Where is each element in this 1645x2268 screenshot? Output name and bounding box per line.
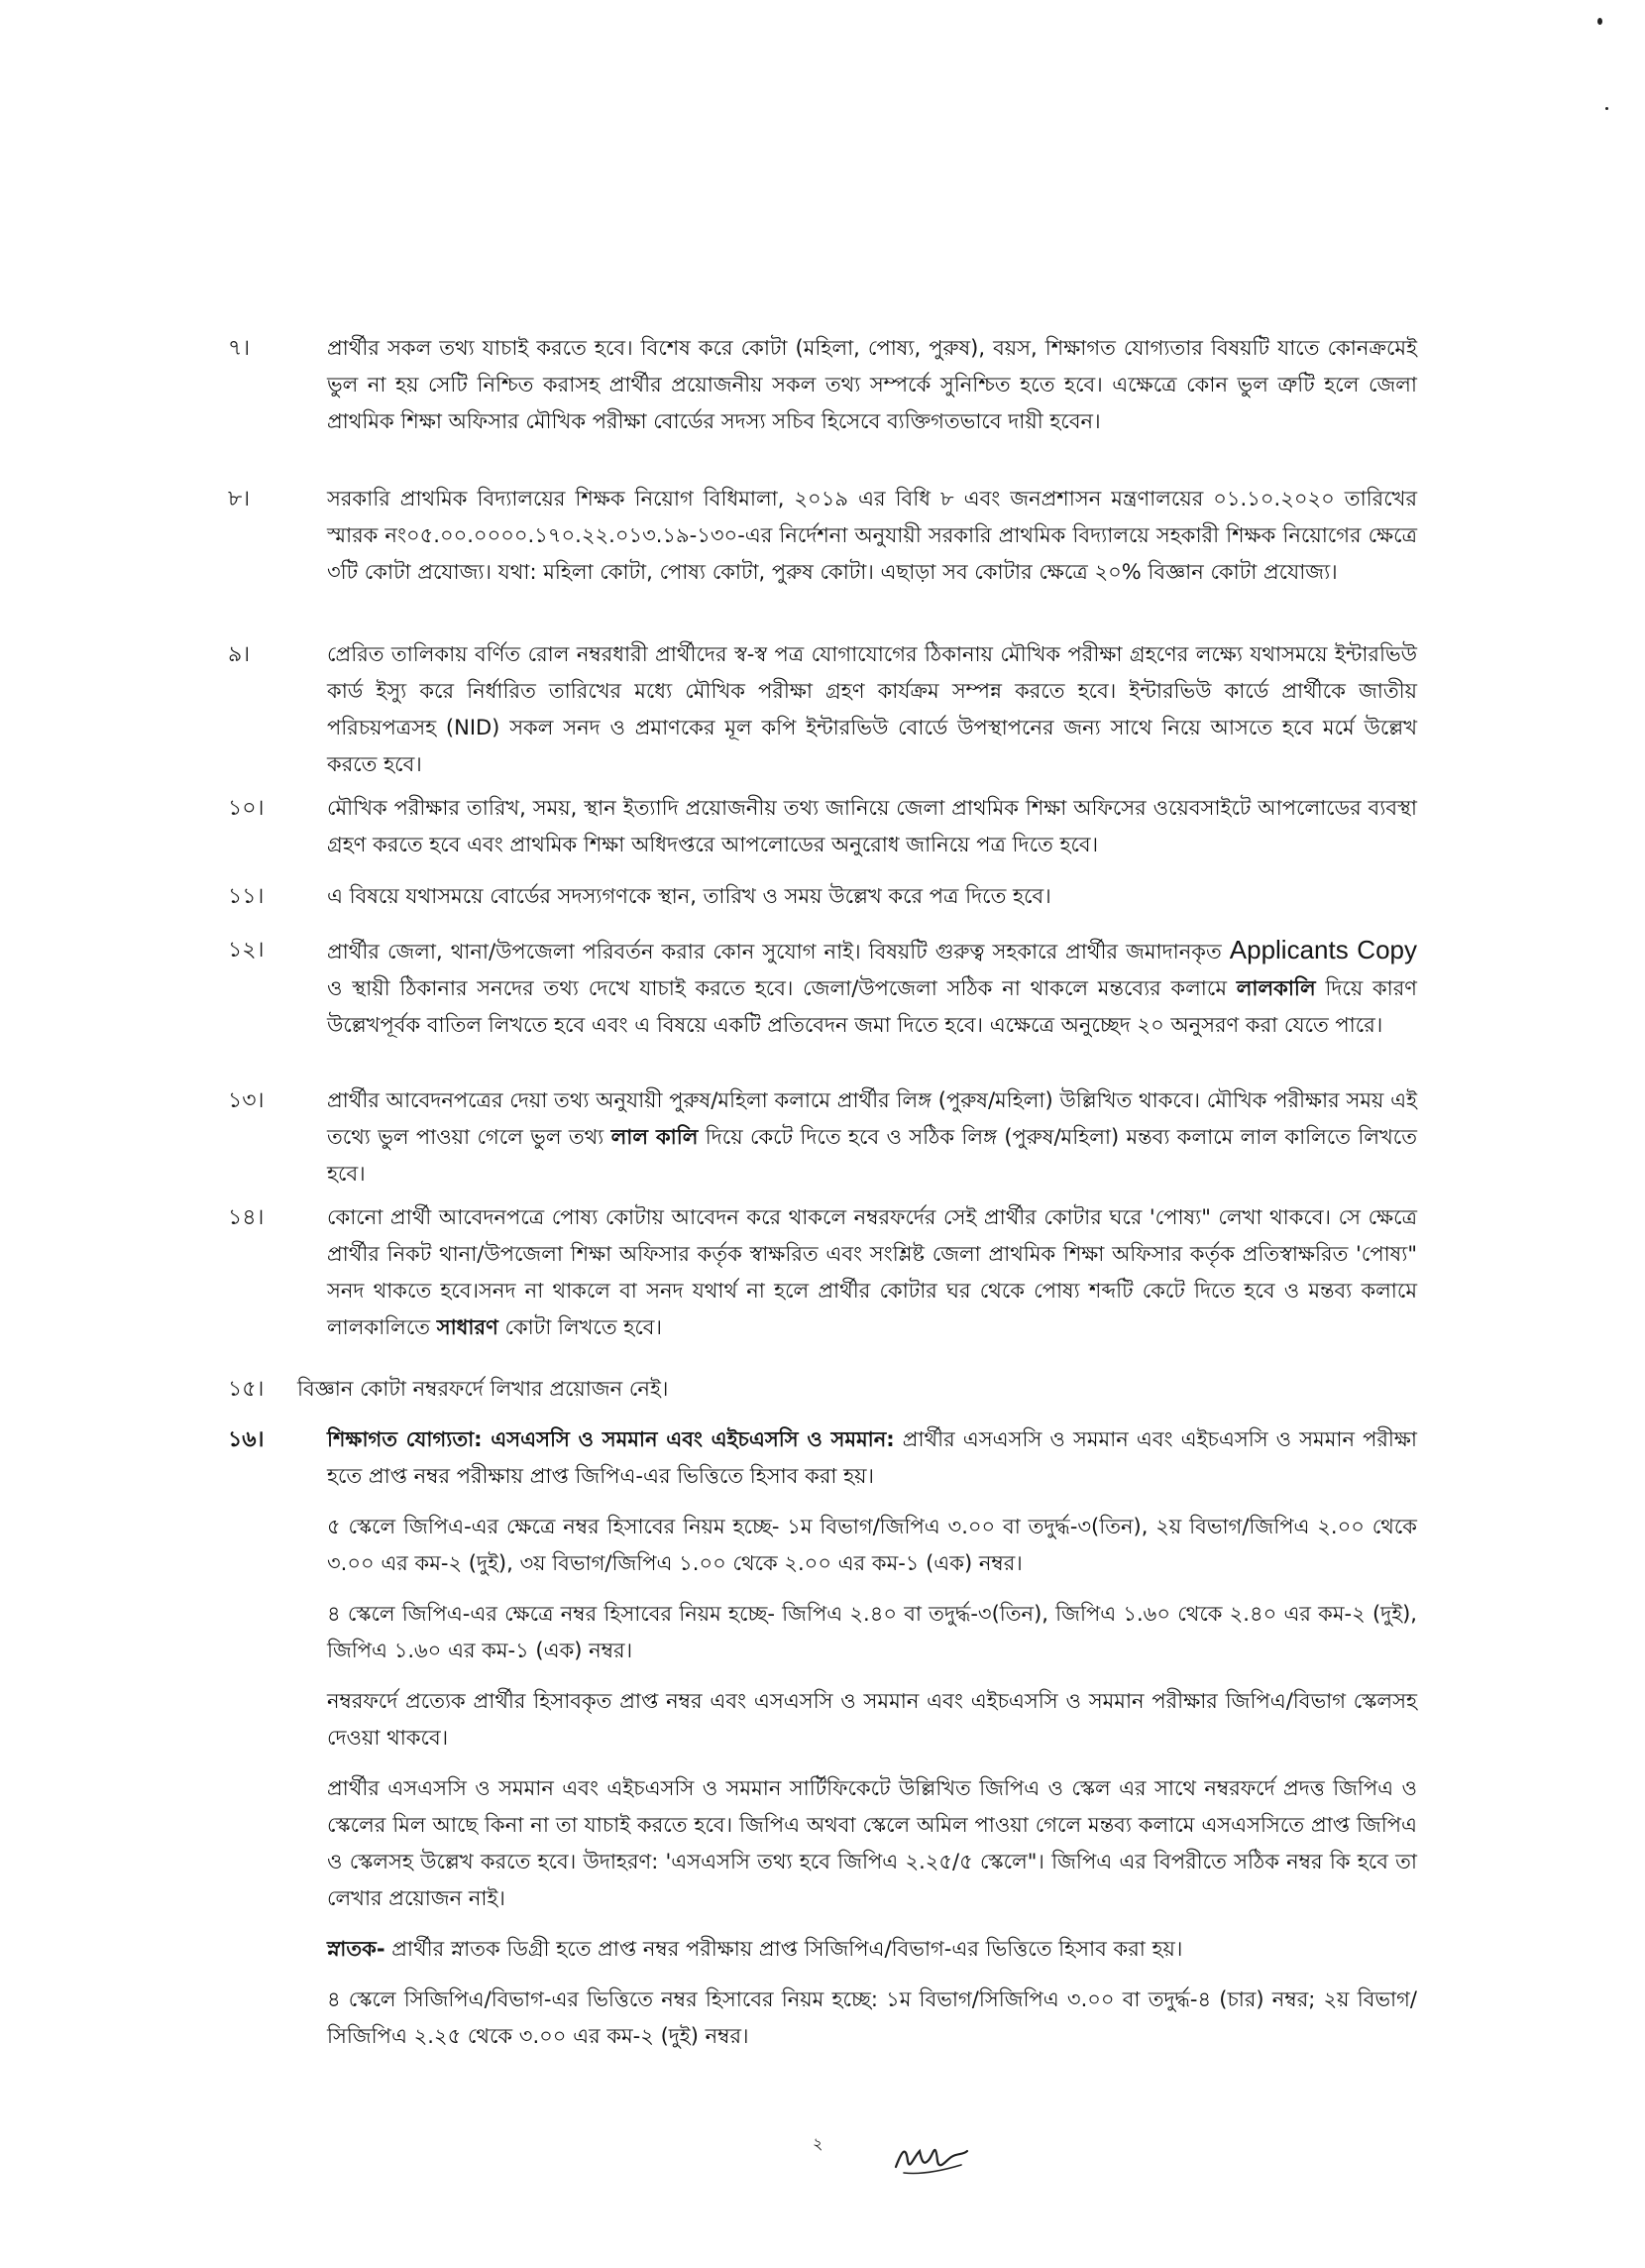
paragraph	[327, 1683, 1417, 1757]
paragraph	[327, 1931, 1417, 1968]
text-run: কোনো প্রার্থী আবেদনপত্রে পোষ্য কোটায় আবেদন করে থাকলে নম্বরফর্দের সেই প্রার্থীর কোটার ঘরে 'পোষ্য" লেখা থাকবে। সে ক্ষেত্রে প্রার্থীর নিকট থানা/উপজেলা শিক্ষা অফিসার কর্তৃক স্বাক্ষরিত এবং সংশ্লিষ্ট জেলা প্রাথমিক শিক্ষা অফিসার কর্তৃক প্রতিস্বাক্ষরিত 'পোষ্য" সনদ থাকতে হবে।সনদ না থাকলে বা সনদ যথার্থ না হলে প্রার্থীর কোটার ঘর থেকে পোষ্য শব্দটি কেটে দিতে হবে ও মন্তব্য কলামে লালকালিতে	[327, 1205, 1417, 1339]
paragraph	[297, 1371, 1417, 1408]
item-body	[327, 636, 1417, 783]
paragraph	[327, 1596, 1417, 1669]
item-number: ১৩।	[228, 1088, 265, 1113]
text-run: মৌখিক পরীক্ষার তারিখ, সময়, স্থান ইত্যাদি প্রয়োজনীয় তথ্য জানিয়ে জেলা প্রাথমিক শিক্ষা অফিসের ওয়েবসাইটে আপলোডের ব্যবস্থা গ্রহণ করতে হবে এবং প্রাথমিক শিক্ষা অধিদপ্তরে আপলোডের অনুরোধ জানিয়ে পত্র দিতে হবে।	[327, 796, 1417, 856]
text-run: প্রার্থীর আবেদনপত্রের দেয়া তথ্য অনুযায়ী পুরুষ/মহিলা কলামে প্রার্থীর লিঙ্গ (পুরুষ/মহিলা) উল্লিখিত থাকবে। মৌখিক পরীক্ষার সময় এই তথ্যে ভুল পাওয়া গেলে ভুল তথ্য	[327, 1088, 1417, 1149]
text-run: নম্বরফর্দে প্রত্যেক প্রার্থীর হিসাবকৃত প্রাপ্ত নম্বর এবং এসএসসি ও সমমান এবং এইচএসসি ও সমমান পরীক্ষার জিপিএ/বিভাগ স্কেলসহ দেওয়া থাকবে।	[327, 1689, 1417, 1750]
item-number: ১২।	[228, 938, 265, 963]
emphasis-text: লাল কালি	[610, 1125, 699, 1149]
signature-initials	[892, 2131, 971, 2181]
text-run: দিয়ে কেটে দিতে হবে ও সঠিক লিঙ্গ (পুরুষ/মহিলা) মন্তব্য কলামে লাল কালিতে লিখতে হবে।	[327, 1125, 1417, 1186]
text-run: প্রেরিত তালিকায় বর্ণিত রোল নম্বরধারী প্রার্থীদের স্ব-স্ব পত্র যোগাযোগের ঠিকানায় মৌখিক পরীক্ষা গ্রহণের লক্ষ্যে যথাসময়ে ইন্টারভিউ কার্ড ইস্যু করে নির্ধারিত তারিখের মধ্যে মৌখিক পরীক্ষা গ্রহণ কার্যক্রম সম্পন্ন করতে হবে। ইন্টারভিউ কার্ডে প্রার্থীকে জাতীয় পরিচয়পত্রসহ (NID) সকল সনদ ও প্রমাণকের মূল কপি ইন্টারভিউ বোর্ডে উপস্থাপনের জন্য সাথে নিয়ে আসতে হবে মর্মে উল্লেখ করতে হবে।	[327, 642, 1417, 776]
text-run: দিয়ে কারণ উল্লেখপূর্বক বাতিল লিখতে হবে এবং এ বিষয়ে একটি প্রতিবেদন জমা দিতে হবে। এক্ষেত্রে অনুচ্ছেদ ২০ অনুসরণ করা যেতে পারে।	[327, 976, 1417, 1037]
item-body	[327, 481, 1417, 591]
text-run: ৫ স্কেলে জিপিএ-এর ক্ষেত্রে নম্বর হিসাবের নিয়ম হচ্ছে- ১ম বিভাগ/জিপিএ ৩.০০ বা তদুর্দ্ধ-৩(তিন), ২য় বিভাগ/জিপিএ ২.০০ থেকে ৩.০০ এর কম-২ (দুই), ৩য় বিভাগ/জিপিএ ১.০০ থেকে ২.০০ এর কম-১ (এক) নম্বর।	[327, 1515, 1417, 1575]
emphasis-text: স্নাতক-	[327, 1937, 385, 1961]
text-run: ৪ স্কেলে সিজিপিএ/বিভাগ-এর ভিত্তিতে নম্বর হিসাবের নিয়ম হচ্ছে: ১ম বিভাগ/সিজিপিএ ৩.০০ বা তদুর্দ্ধ-৪ (চার) নম্বর; ২য় বিভাগ/ সিজিপিএ ২.২৫ থেকে ৩.০০ এর কম-২ (দুই) নম্বর।	[327, 1987, 1417, 2048]
paragraph	[327, 1082, 1417, 1192]
item-number: ৯।	[228, 642, 251, 667]
paragraph	[327, 330, 1417, 440]
paragraph	[327, 1421, 1417, 1495]
item-number: ১০।	[228, 796, 265, 821]
scan-speck	[1597, 18, 1602, 25]
item-number: ১৪।	[228, 1205, 265, 1230]
item-number: ৭।	[228, 336, 251, 361]
item-body	[297, 1371, 1417, 1408]
paragraph	[327, 636, 1417, 783]
item-body	[327, 790, 1417, 863]
item-body	[327, 330, 1417, 440]
emphasis-text: লালকালি	[1236, 976, 1316, 1000]
text-run: প্রার্থীর এসএসসি ও সমমান এবং এইচএসসি ও সমমান পরীক্ষা হতে প্রাপ্ত নম্বর পরীক্ষায় প্রাপ্ত জিপিএ-এর ভিত্তিতে হিসাব করা হয়।	[327, 1427, 1417, 1488]
paragraph	[327, 1199, 1417, 1346]
item-body	[327, 1199, 1417, 1346]
paragraph	[327, 1509, 1417, 1582]
page-number: ২	[813, 2134, 823, 2153]
text-run: কোটা লিখতে হবে।	[497, 1315, 662, 1339]
text-run: প্রার্থীর এসএসসি ও সমমান এবং এইচএসসি ও সমমান সার্টিফিকেটে উল্লিখিত জিপিএ ও স্কেল এর সাথে নম্বরফর্দে প্রদত্ত জিপিএ ও স্কেলের মিল আছে কিনা না তা যাচাই করতে হবে। জিপিএ অথবা স্কেলে অমিল পাওয়া গেলে মন্তব্য কলামে এসএসসিতে প্রাপ্ত জিপিএ ও স্কেলসহ উল্লেখ করতে হবে। উদাহরণ: 'এসএসসি তথ্য হবে জিপিএ ২.২৫/৫ স্কেলে"। জিপিএ এর বিপরীতে সঠিক নম্বর কি হবে তা লেখার প্রয়োজন নাই।	[327, 1776, 1417, 1910]
paragraph	[327, 932, 1417, 1044]
text-run: প্রার্থীর জেলা, থানা/উপজেলা পরিবর্তন করার কোন সুযোগ নাই। বিষয়টি গুরুত্ব সহকারে প্রার্থীর জমাদানকৃত	[327, 940, 1230, 964]
scan-speck	[1605, 107, 1608, 110]
paragraph	[327, 1770, 1417, 1917]
text-run: প্রার্থীর সকল তথ্য যাচাই করতে হবে। বিশেষ করে কোটা (মহিলা, পোষ্য, পুরুষ), বয়স, শিক্ষাগত যোগ্যতার বিষয়টি যাতে কোনক্রমেই ভুল না হয় সেটি নিশ্চিত করাসহ প্রার্থীর প্রয়োজনীয় সকল তথ্য সম্পর্কে সুনিশ্চিত হতে হবে। এক্ষেত্রে কোন ভুল ত্রুটি হলে জেলা প্রাথমিক শিক্ষা অফিসার মৌখিক পরীক্ষা বোর্ডের সদস্য সচিব হিসেবে ব্যক্তিগতভাবে দায়ী হবেন।	[327, 336, 1417, 433]
paragraph	[327, 878, 1417, 915]
paragraph	[327, 481, 1417, 591]
paragraph	[327, 790, 1417, 863]
item-body	[327, 1421, 1417, 2055]
text-run: সরকারি প্রাথমিক বিদ্যালয়ের শিক্ষক নিয়োগ বিধিমালা, ২০১৯ এর বিধি ৮ এবং জনপ্রশাসন মন্ত্রণালয়ের ০১.১০.২০২০ তারিখের স্মারক নং০৫.০০.০০০০.১৭০.২২.০১৩.১৯-১৩০-এর নির্দেশনা অনুযায়ী সরকারি প্রাথমিক বিদ্যালয়ে সহকারী শিক্ষক নিয়োগের ক্ষেত্রে ৩টি কোটা প্রযোজ্য। যথা: মহিলা কোটা, পোষ্য কোটা, পুরুষ কোটা। এছাড়া সব কোটার ক্ষেত্রে ২০% বিজ্ঞান কোটা প্রযোজ্য।	[327, 487, 1417, 584]
item-number: ১১।	[228, 884, 265, 909]
item-number: ১৬।	[228, 1427, 265, 1452]
text-run: ৪ স্কেলে জিপিএ-এর ক্ষেত্রে নম্বর হিসাবের নিয়ম হচ্ছে- জিপিএ ২.৪০ বা তদুর্দ্ধ-৩(তিন), জিপিএ ১.৬০ থেকে ২.৪০ এর কম-২ (দুই), জিপিএ ১.৬০ এর কম-১ (এক) নম্বর।	[327, 1602, 1417, 1662]
paragraph	[327, 1982, 1417, 2055]
item-body	[327, 878, 1417, 915]
text-run: ও স্থায়ী ঠিকানার সনদের তথ্য দেখে যাচাই করতে হবে। জেলা/উপজেলা সঠিক না থাকলে মন্তব্যের কলামে	[327, 976, 1237, 1000]
text-run: প্রার্থীর স্নাতক ডিগ্রী হতে প্রাপ্ত নম্বর পরীক্ষায় প্রাপ্ত সিজিপিএ/বিভাগ-এর ভিত্তিতে হিসাব করা হয়।	[384, 1937, 1183, 1961]
latin-text: Applicants Copy	[1229, 935, 1417, 964]
item-body	[327, 1082, 1417, 1192]
text-run: বিজ্ঞান কোটা নম্বরফর্দে লিখার প্রয়োজন নেই।	[297, 1377, 669, 1401]
emphasis-text: সাধারণ	[436, 1315, 498, 1339]
emphasis-text: শিক্ষাগত যোগ্যতা: এসএসসি ও সমমান এবং এইচএসসি ও সমমান:	[327, 1427, 895, 1451]
item-body	[327, 932, 1417, 1044]
text-run: এ বিষয়ে যথাসময়ে বোর্ডের সদস্যগণকে স্থান, তারিখ ও সময় উল্লেখ করে পত্র দিতে হবে।	[327, 884, 1051, 908]
item-number: ১৫।	[228, 1377, 265, 1402]
item-number: ৮।	[228, 487, 251, 511]
